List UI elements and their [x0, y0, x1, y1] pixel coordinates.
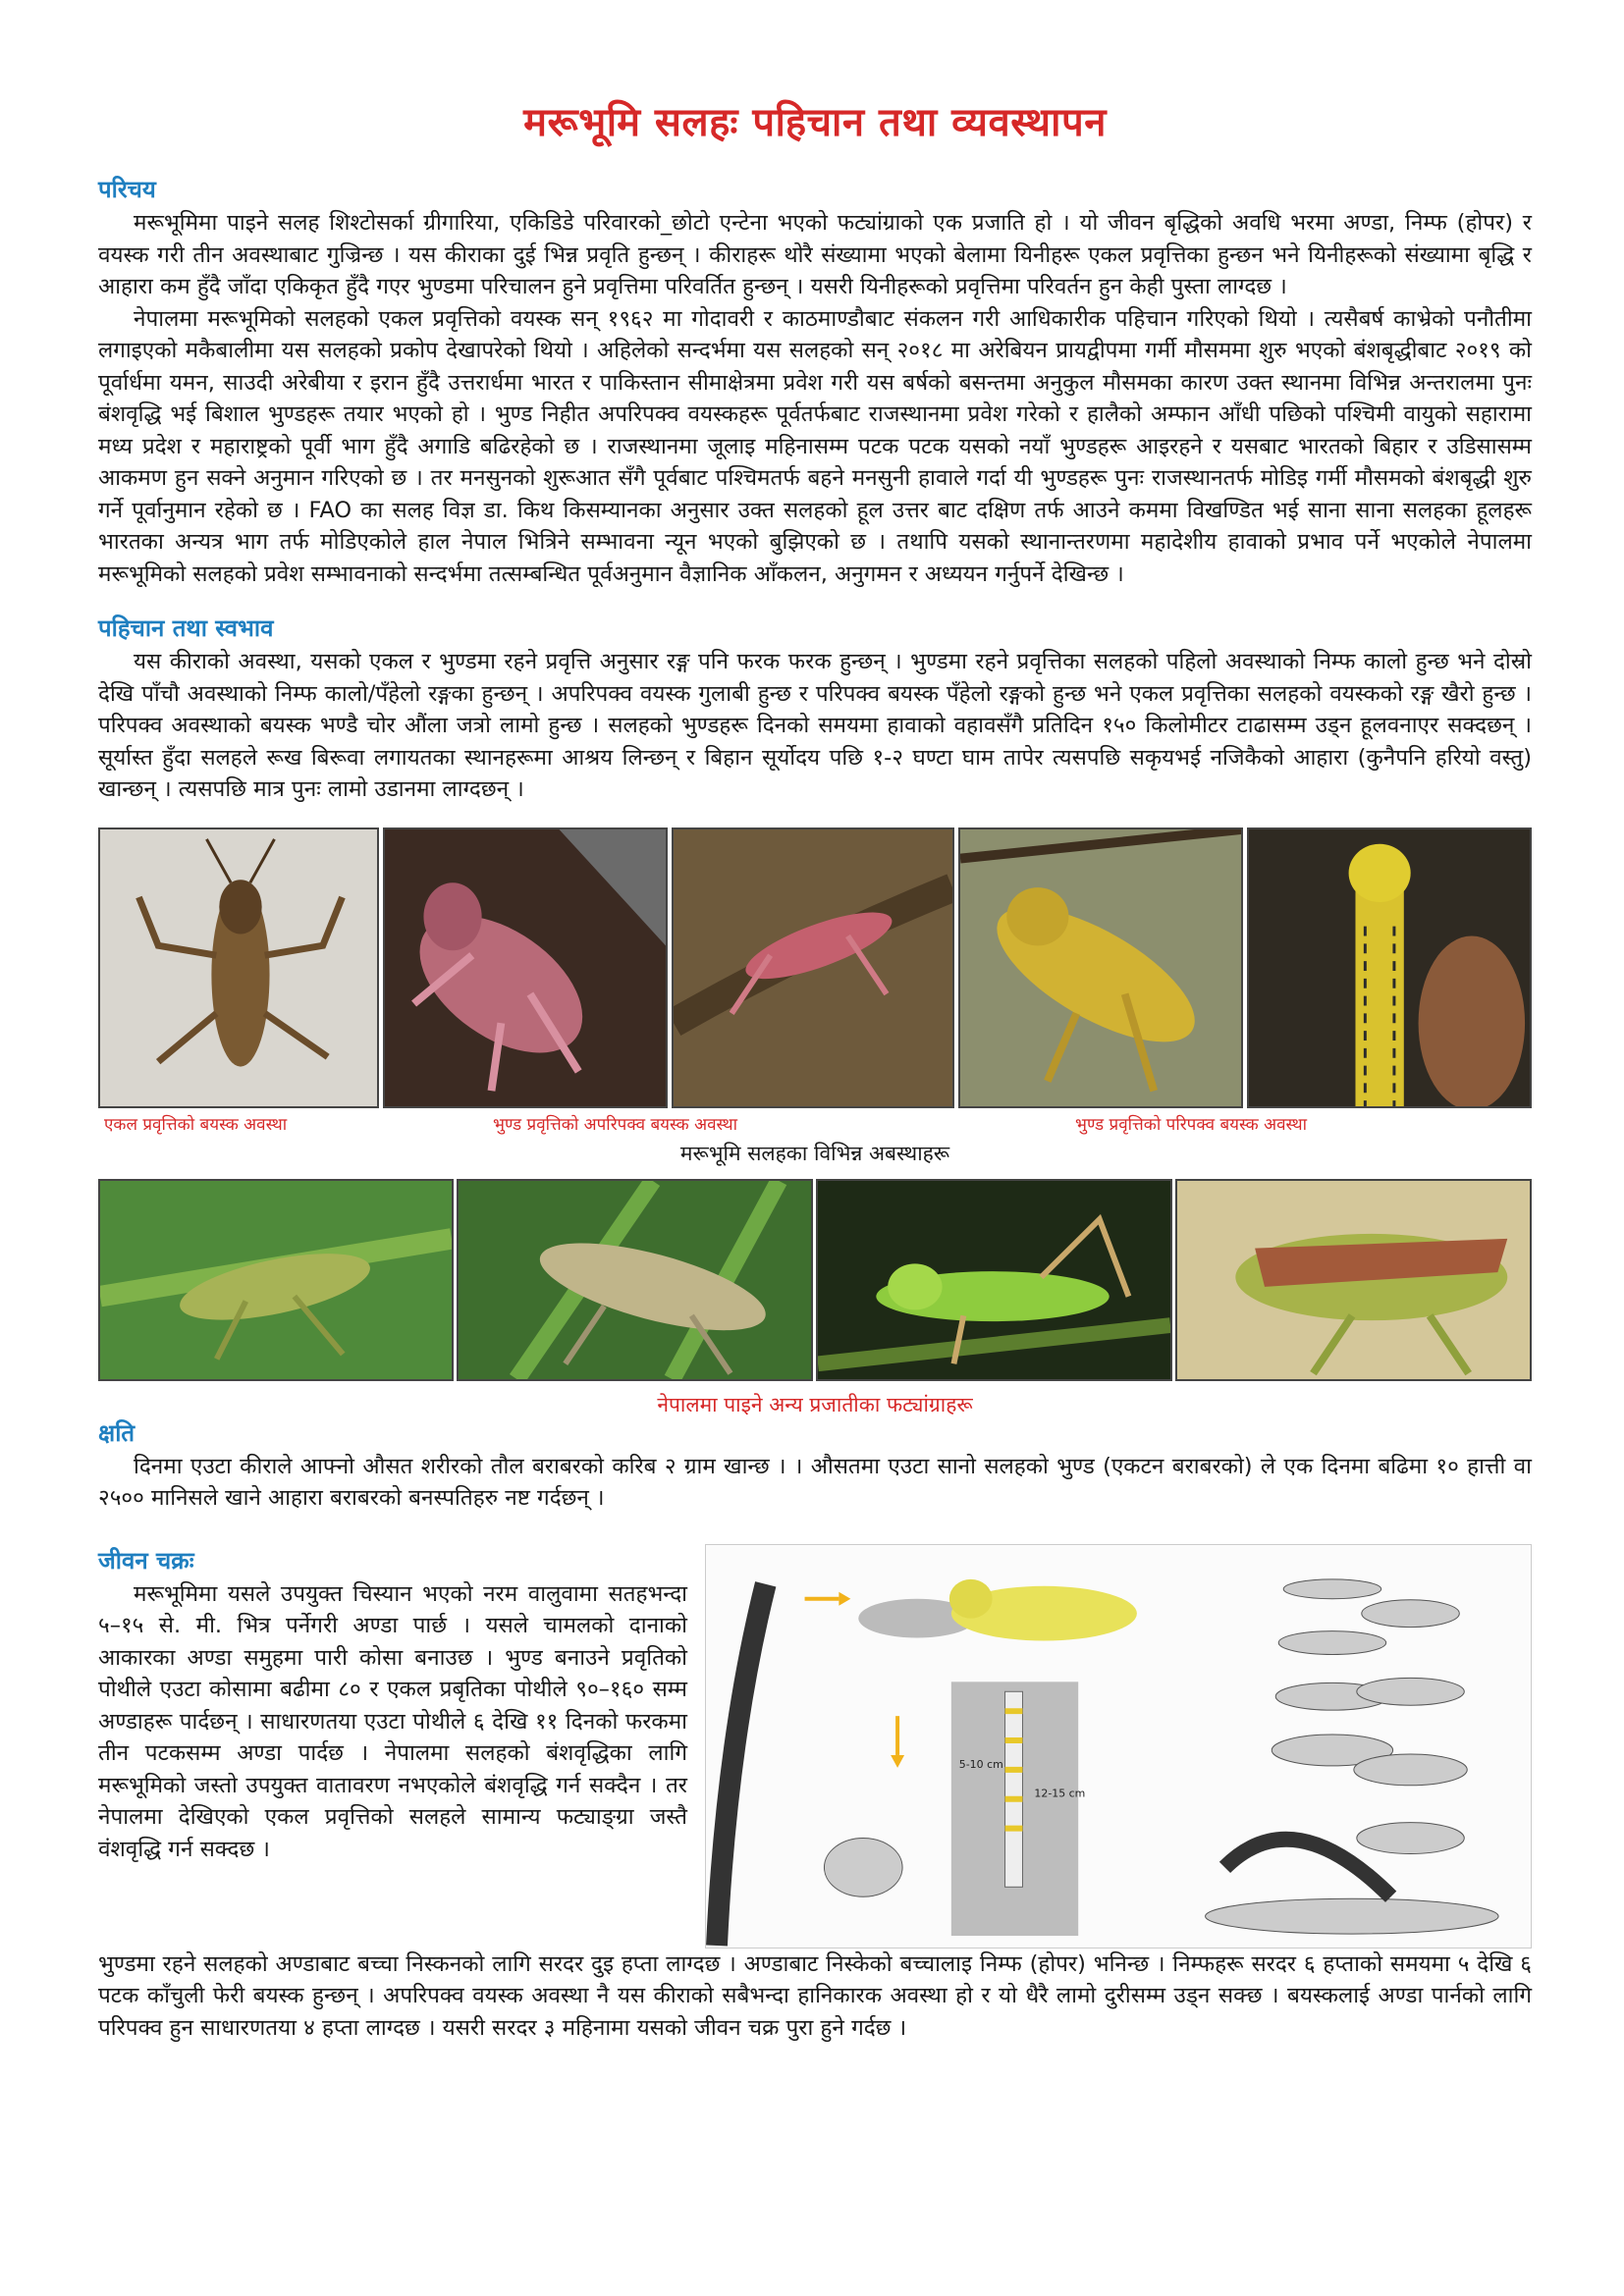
depth-label-2: 12-15 cm: [1034, 1787, 1086, 1800]
locust-stage-photos: [98, 828, 1532, 1108]
gregarious-mature-adult-photo-1: [958, 828, 1243, 1108]
photo-captions: [98, 1108, 1532, 1138]
damage-paragraph: दिनमा एउटा कीराले आफ्नो औसत शरीरको तौल बराबरको करिब २ ग्राम खान्छ । । औसतमा एउटा सानो सलहको भुण्ड (एकटन बराबरको) ले एक दिनमा बढिमा १० हात्ती वा २५०० मानिसले खाने आहारा बराबरको बनस्पतिहरु नष्ट गर्दछन् ।: [98, 1453, 1532, 1511]
row1-caption: मरूभूमि सलहका विभिन्न अबस्थाहरू: [679, 1141, 950, 1165]
gregarious-immature-adult-photo-2: [672, 828, 954, 1108]
damage-section: [98, 1416, 1532, 1515]
caption-immature-adult: भुण्ड प्रवृत्तिको अपरिपक्व बयस्क अवस्था: [493, 1114, 738, 1135]
identification-heading: पहिचान तथा स्वभाव: [98, 614, 274, 642]
grasshopper-photo-2: [457, 1179, 813, 1381]
gregarious-immature-adult-photo-1: [383, 828, 668, 1108]
grasshopper-photo-1: [98, 1179, 454, 1381]
intro-heading: परिचय: [98, 176, 156, 203]
intro-paragraph-1: मरूभूमिमा पाइने सलह शिश्टोसर्का ग्रीगारिया, एकिडिडे परिवारको_छोटो एन्टेना भएको फट्यांग्राको एक प्रजाति हो । यो जीवन बृद्धिको अवधि भरमा अण्डा, निम्फ (होपर) र वयस्क गरी तीन अवस्थाबाट गुज्रिन्छ । यस कीराका दुई भिन्न प्रवृति हुन्छन् । कीराहरू थोरै संख्यामा भएको बेलामा यिनीहरू एकल प्रवृत्तिका हुन्छन भने यिनीहरूको संख्यामा बृद्धि र आहारा कम हुँदै जाँदा एकिकृत हुँदै गएर भुण्डमा परिचालन हुने प्रवृत्तिमा परिवर्तित हुन्छन् । यसरी यिनीहरूको प्रवृत्तिमा परिवर्तन हुन केही पुस्ता लाग्दछ ।: [98, 210, 1532, 299]
depth-label-1: 5-10 cm: [958, 1757, 1003, 1771]
solitary-adult-photo: [98, 828, 379, 1108]
identification-paragraph: यस कीराको अवस्था, यसको एकल र भुण्डमा रहने प्रवृत्ति अनुसार रङ्ग पनि फरक फरक हुन्छन् । भुण्डमा रहने प्रवृत्तिका सलहको पहिलो अवस्थाको निम्फ कालो हुन्छ भने दोस्रो देखि पाँचौ अवस्थाको निम्फ कालो/पँहेलो रङ्गका हुन्छन् । अपरिपक्व वयस्क गुलाबी हुन्छ र परिपक्व बयस्क पँहेलो रङ्गको हुन्छ भने एकल प्रवृत्तिका सलहको वयस्कको रङ्ग खैरो हुन्छ । परिपक्व अवस्थाको बयस्क भण्डै चोर औंला जत्रो लामो हुन्छ । सलहको भुण्डहरू दिनको समयमा हावाको वहावसँगै प्रतिदिन १५० किलोमीटर टाढासम्म उड्न हूलवनाएर सक्दछन् । सूर्यास्त हुँदा सलहले रूख बिरूवा लगायतका स्थानहरूमा आश्रय लिन्छन् र बिहान सूर्योदय पछि १-२ घण्टा घाम तापेर त्यसपछि सकृयभई नजिकैको आहारा (कुनैपनि हरियो वस्तु) खान्छन् । त्यसपछि मात्र पुनः लामो उडानमा लाग्दछन् ।: [98, 649, 1532, 802]
caption-solitary-adult: एकल प्रवृत्तिको बयस्क अवस्था: [104, 1114, 288, 1135]
row2-caption: नेपालमा पाइने अन्य प्रजातीका फट्यांग्राहरू: [657, 1392, 973, 1416]
identification-section: [98, 612, 1532, 806]
gregarious-mature-adult-photo-2: [1247, 828, 1532, 1108]
caption-mature-adult: भुण्ड प्रवृत्तिको परिपक्व बयस्क अवस्था: [1075, 1114, 1308, 1135]
grasshopper-photo-4: [1175, 1179, 1532, 1381]
page-title: मरूभूमि सलहः पहिचान तथा व्यवस्थापन: [523, 100, 1107, 145]
lifecycle-heading: जीवन चक्रः: [98, 1546, 194, 1575]
lifecycle-text: [98, 1544, 687, 1949]
lifecycle-diagram: [705, 1544, 1532, 1949]
lifecycle-paragraph-1: मरूभूमिमा यसले उपयुक्त चिस्यान भएको नरम वालुवामा सतहभन्दा ५–१५ से. मी. भित्र पर्नेगरी अण्डा पार्छ । यसले चामलको दानाको आकारका अण्डा समुहमा पारी कोसा बनाउछ । भुण्ड बनाउने प्रवृतिको पोथीले एउटा कोसामा बढीमा ८० र एकल प्रबृतिका पोथीले ९०–१६० सम्म अण्डाहरू पार्दछन् । साधारणतया एउटा पोथीले ६ देखि ११ दिनको फरकमा तीन पटकसम्म अण्डा पार्दछ । नेपालमा सलहको बंशवृद्धिका लागि मरूभूमिको जस्तो उपयुक्त वातावरण नभएकोले बंशवृद्धि गर्न सक्दैन । तर नेपालमा देखिएको एकल प्रवृत्तिको सलहले सामान्य फट्याङ्ग्रा जस्तै वंशवृद्धि गर्न सक्दछ ।: [98, 1580, 687, 1862]
document-page: [98, 93, 1532, 2044]
other-grasshopper-photos: [98, 1179, 1532, 1381]
lifecycle-section: [98, 1544, 1532, 1949]
intro-paragraph-2: नेपालमा मरूभूमिको सलहको एकल प्रवृत्तिको वयस्क सन् १९६२ मा गोदावरी र काठमाण्डौबाट संकलन गरी आधिकारीक पहिचान गरिएको थियो । त्यसैबर्ष काभ्रेको पनौतीमा लगाइएको मकैबालीमा यस सलहको प्रकोप देखापरेको थियो । अहिलेको सन्दर्भमा यस सलहको सन् २०१८ मा अरेबियन प्रायद्वीपमा गर्मी मौसममा शुरु भएको बंशबृद्धीबाट २०१९ को पूर्वार्धमा यमन, साउदी अरेबीया र इरान हुँदै उत्तरार्धमा भारत र पाकिस्तान सीमाक्षेत्रमा प्रवेश गरी यस बर्षको बसन्तमा अनुकुल मौसमका कारण उक्त स्थानमा विभिन्न अन्तरालमा पुनः बंशवृद्धि भई बिशाल भुण्डहरू तयार भएको हो । भुण्ड निहीत अपरिपक्व वयस्कहरू पूर्वतर्फबाट राजस्थानमा प्रवेश गरेको र हालैको अम्फान आँधी पछिको पश्चिमी वायुको सहारामा मध्य प्रदेश र महाराष्ट्रको पूर्वी भाग हुँदै अगाडि बढिरहेको छ । राजस्थानमा जूलाइ महिनासम्म पटक पटक यसको नयाँ भुण्डहरू आइरहने र यसबाट भारतको बिहार र उडिसासम्म आकमण हुन सक्ने अनुमान गरिएको छ । तर मनसुनको शुरूआत सँगै पूर्वबाट पश्चिमतर्फ बहने मनसुनी हावाले गर्दा यी भुण्डहरू पुनः राजस्थानतर्फ मोडिइ गर्मी मौसमको बंशबृद्धी शुरु गर्ने पूर्वानुमान रहेको छ । FAO का सलह विज्ञ डा. किथ किसम्यानका अनुसार उक्त सलहको हूल उत्तर बाट दक्षिण तर्फ आउने कममा विखण्डित भई साना साना सलहका हूलहरू भारतका अन्यत्र भाग तर्फ मोडिएकोले हाल नेपाल भित्रिने सम्भावना न्यून भएको बुझिएको छ । तथापि यसको स्थानान्तरणमा महादेशीय हावाको प्रभाव पर्ने भएकोले नेपालमा मरूभूमिको सलहको प्रवेश सम्भावनाको सन्दर्भमा तत्सम्बन्धित पूर्वअनुमान वैज्ञानिक आँकलन, अनुगमन र अध्ययन गर्नुपर्ने देखिन्छ ।: [98, 305, 1532, 587]
grasshopper-photo-3: [816, 1179, 1172, 1381]
intro-section: [98, 173, 1532, 590]
lifecycle-paragraph-2: भुण्डमा रहने सलहको अण्डाबाट बच्चा निस्कनको लागि सरदर दुइ हप्ता लाग्दछ । अण्डाबाट निस्केको बच्चालाइ निम्फ (होपर) भनिन्छ । निम्फहरू सरदर ६ हप्ताको समयमा ५ देखि ६ पटक काँचुली फेरी बयस्क हुन्छन् । अपरिपक्व वयस्क अवस्था नै यस कीराको सबैभन्दा हानिकारक अवस्था हो र यो धैरै लामो दुरीसम्म उड्न सक्छ । बयस्कलाई अण्डा पार्नको लागि परिपक्व हुन साधारणतया ४ हप्ता लाग्दछ । यसरी सरदर ३ महिनामा यसको जीवन चक्र पुरा हुने गर्दछ ।: [98, 1950, 1532, 2041]
damage-heading: क्षति: [98, 1418, 135, 1447]
